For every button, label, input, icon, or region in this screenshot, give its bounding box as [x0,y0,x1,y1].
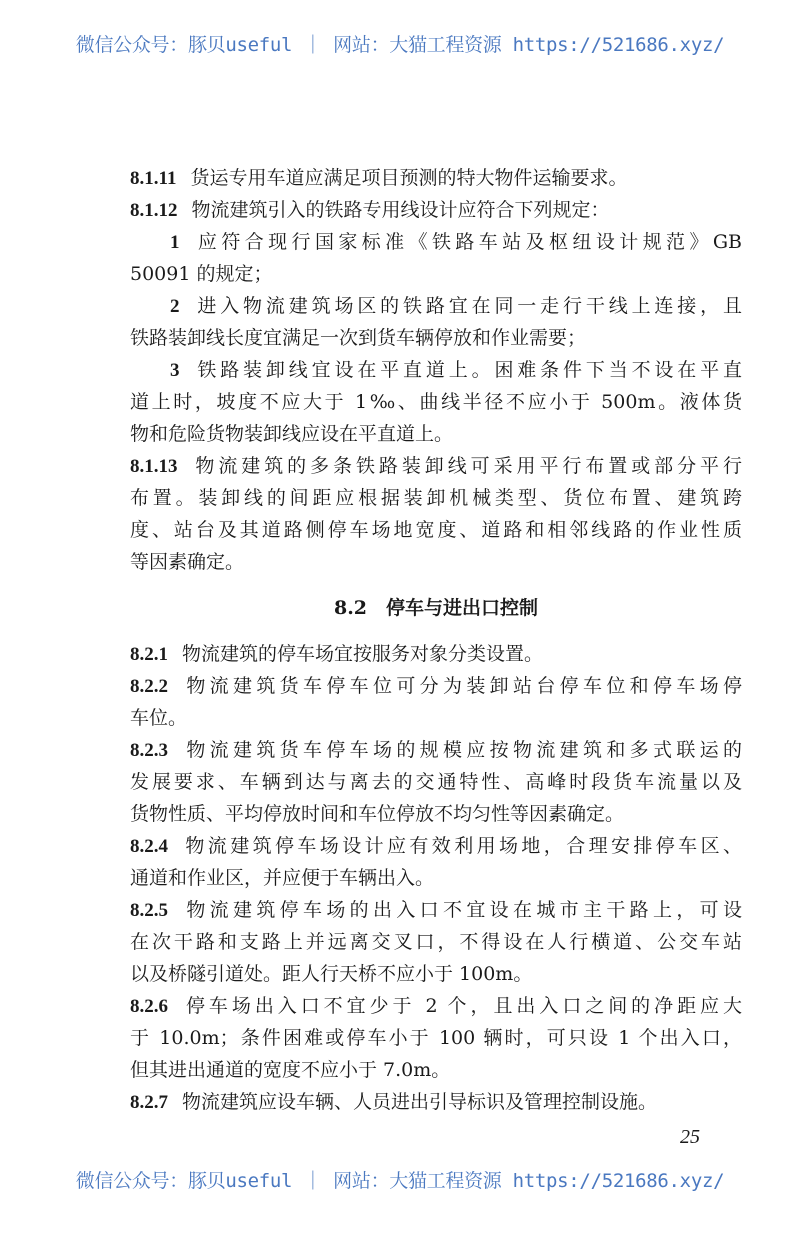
text-line [130,638,742,670]
clause-text: 物流建筑货车停车位可分为装卸站台停车位和停车场停 [182,675,742,697]
text-line [130,482,742,514]
text-line [130,418,742,450]
document-body [130,162,742,1118]
clause-number: 8.2.1 [130,644,168,665]
clause-text: 物和危险货物装卸线应设在平直道上。 [130,423,454,445]
text-line [130,258,742,290]
text-line [130,798,742,830]
section-heading: 8.2 停车与进出口控制 [333,597,539,619]
text-line [130,450,742,482]
clause-text: 车位。 [130,707,188,729]
clause-text: 等因素确定。 [130,551,245,573]
clause-text: 发展要求、车辆到达与离去的交通特性、高峰时段货车流量以及 [130,771,742,793]
clause-text: 道上时，坡度不应大于 1‰、曲线半径不应小于 500m。液体货 [130,391,742,413]
text-line [130,734,742,766]
text-line [130,322,742,354]
clause-number: 2 [170,296,180,317]
clause [130,830,742,894]
list-item [130,226,742,290]
text-line [130,514,742,546]
text-line [130,162,742,194]
watermark-top: 微信公众号：豚贝useful ｜ 网站：大猫工程资源 https://521686.xyz/ [75,34,725,56]
clause-number: 8.2.2 [130,676,168,697]
clause-number: 8.1.12 [130,200,178,221]
text-line [130,226,742,258]
text-line [130,990,742,1022]
clause-text: 铁路装卸线宜设在平直道上。困难条件下当不设在平直 [193,359,742,381]
text-line [130,894,742,926]
clause [130,990,742,1086]
text-line [130,670,742,702]
clause-text: 物流建筑引入的铁路专用线设计应符合下列规定： [191,199,610,221]
clause-text: 物流建筑应设车辆、人员进出引导标识及管理控制设施。 [182,1091,658,1113]
clause [130,450,742,578]
clause-number: 3 [170,360,180,381]
clause-text: 以及桥隧引道处。距人行天桥不应小于 100m。 [130,963,533,985]
clause-number: 1 [170,232,180,253]
clause [130,670,742,734]
text-line [130,830,742,862]
clause-text: 货物性质、平均停放时间和车位停放不均匀性等因素确定。 [130,803,625,825]
clause [130,734,742,830]
page-number: 25 [680,1126,700,1148]
text-line [130,386,742,418]
watermark-bottom: 微信公众号：豚贝useful ｜ 网站：大猫工程资源 https://521686.xyz/ [75,1170,725,1192]
clause-text: 通道和作业区，并应便于车辆出入。 [130,867,435,889]
text-line [130,702,742,734]
clause-text: 于 10.0m；条件困难或停车小于 100 辆时，可只设 1 个出入口， [130,1027,742,1049]
clause-text: 物流建筑停车场设计应有效利用场地，合理安排停车区、 [182,835,742,857]
clause-text: 铁路装卸线长度宜满足一次到货车辆停放和作业需要； [130,327,587,349]
clause-number: 8.1.13 [130,456,178,477]
text-line [130,958,742,990]
text-line [130,862,742,894]
clause-text: 但其进出通道的宽度不应小于 7.0m。 [130,1059,451,1081]
text-line [130,926,742,958]
clause-text: 度、站台及其道路侧停车场地宽度、道路和相邻线路的作业性质 [130,519,742,541]
list-item [130,290,742,354]
text-line [130,1086,742,1118]
text-line [130,546,742,578]
text-line [130,1022,742,1054]
clause-text: 物流建筑停车场的出入口不宜设在城市主干路上，可设 [182,899,742,921]
text-line [130,354,742,386]
list-item [130,354,742,450]
clause-text: 停车场出入口不宜少于 2 个，且出入口之间的净距应大 [182,995,742,1017]
clause [130,638,742,670]
clause-text: 物流建筑的多条铁路装卸线可采用平行布置或部分平行 [191,455,742,477]
clause [130,1086,742,1118]
clause-text: 货运专用车道应满足项目预测的特大物件运输要求。 [190,167,628,189]
clause-text: 物流建筑货车停车场的规模应按物流建筑和多式联运的 [182,739,742,761]
clause [130,894,742,990]
clause-text: 进入物流建筑场区的铁路宜在同一走行干线上连接，且 [193,295,742,317]
text-line [130,766,742,798]
text-line [130,194,742,226]
clause-number: 8.2.3 [130,740,168,761]
clause-number: 8.2.5 [130,900,168,921]
clause-number: 8.2.6 [130,996,168,1017]
clause-number: 8.2.7 [130,1092,168,1113]
clause-text: 在次干路和支路上并远离交叉口，不得设在人行横道、公交车站 [130,931,742,953]
clause-text: 物流建筑的停车场宜按服务对象分类设置。 [182,643,544,665]
clause-text: 布置。装卸线的间距应根据装卸机械类型、货位布置、建筑跨 [130,487,742,509]
clause-number: 8.1.11 [130,168,177,189]
text-line [130,290,742,322]
clause [130,162,742,194]
clause-text: 50091 的规定； [130,263,273,285]
clause [130,194,742,226]
clause-text: 应符合现行国家标准《铁路车站及枢纽设计规范》GB [193,231,742,253]
text-line [130,1054,742,1086]
clause-number: 8.2.4 [130,836,168,857]
